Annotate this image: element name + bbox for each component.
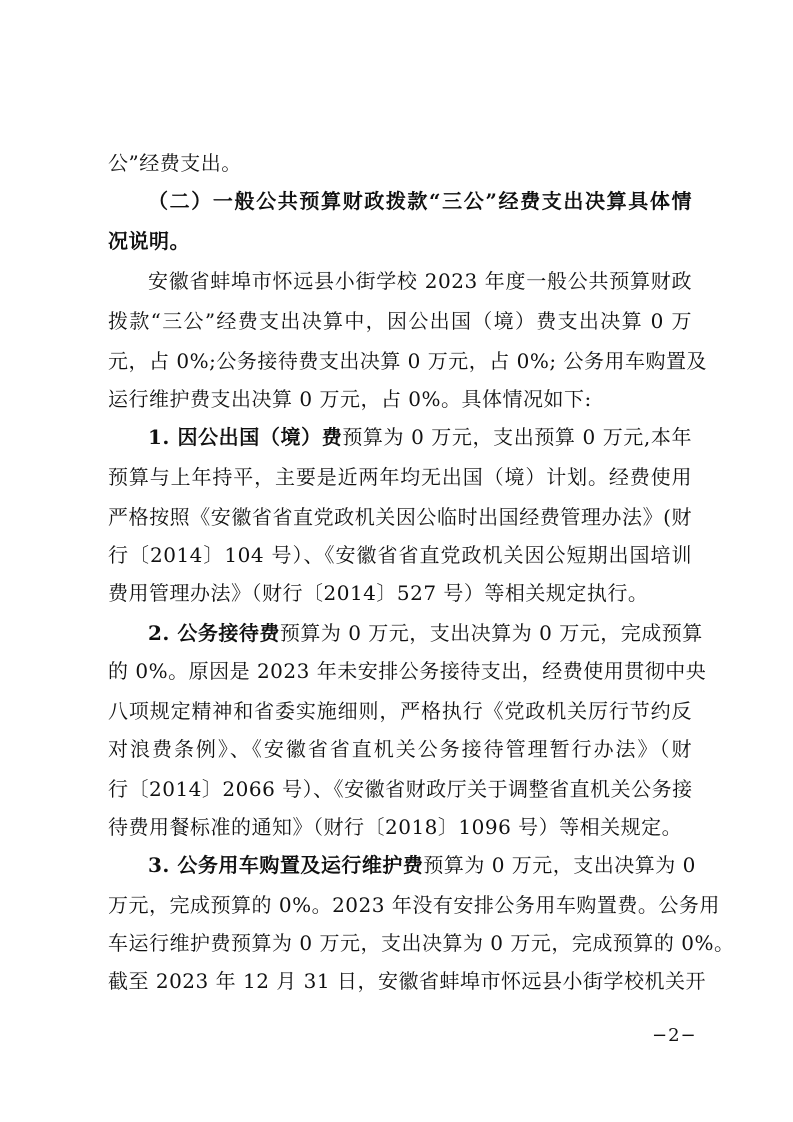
paragraph-line: 行〔2014〕2066 号）、《安徽省财政厅关于调整省直机关公务接 <box>108 777 693 801</box>
paragraph-line: 行〔2014〕104 号）、《安徽省省直党政机关因公短期出国培训 <box>108 543 692 567</box>
paragraph-line: 的 0%。原因是 2023 年未安排公务接待支出，经费使用贯彻中央 <box>108 659 707 683</box>
page-number: −2− <box>652 1025 697 1046</box>
paragraph-line: 严格按照《安徽省省直党政机关因公临时出国经费管理办法》(财 <box>108 505 692 529</box>
paragraph-line: 公”经费支出。 <box>108 151 242 175</box>
paragraph-line: 八项规定精神和省委实施细则，严格执行《党政机关厉行节约反 <box>108 699 692 723</box>
paragraph-line: 费用管理办法》（财行〔2014〕527 号）等相关规定执行。 <box>108 581 649 605</box>
item-3-text: 预算为 0 万元，支出决算为 0 <box>423 853 696 877</box>
section-heading-continuation: 况说明。 <box>108 229 190 253</box>
paragraph-line: 万元，完成预算的 0%。2023 年没有安排公务用车购置费。公务用 <box>108 893 720 917</box>
section-heading: （二）一般公共预算财政拨款“三公”经费支出决算具体情 <box>148 189 692 213</box>
item-3-heading: 3. 公务用车购置及运行维护费 <box>148 853 424 877</box>
paragraph-line: 对浪费条例》、《安徽省省直机关公务接待管理暂行办法》（财 <box>108 737 692 761</box>
item-1-text: 预算为 0 万元，支出预算 0 万元,本年 <box>342 425 692 449</box>
paragraph-line: 安徽省蚌埠市怀远县小街学校 2023 年度一般公共预算财政 <box>148 269 692 293</box>
item-2-text: 预算为 0 万元，支出决算为 0 万元，完成预算 <box>279 621 703 645</box>
item-1-first-line <box>148 422 692 452</box>
item-2-first-line <box>148 618 703 648</box>
paragraph-line: 拨款“三公”经费支出决算中，因公出国（境）费支出决算 0 万 <box>108 309 692 333</box>
item-2-heading: 2. 公务接待费 <box>148 621 280 645</box>
paragraph-line: 预算与上年持平，主要是近两年均无出国（境）计划。经费使用 <box>108 465 692 489</box>
item-1-heading: 1. 因公出国（境）费 <box>148 425 343 449</box>
paragraph-line: 截至 2023 年 12 月 31 日，安徽省蚌埠市怀远县小街学校机关开 <box>108 969 706 993</box>
paragraph-line: 元，占 0%;公务接待费支出决算 0 万元，占 0%; 公务用车购置及 <box>108 349 707 373</box>
paragraph-line: 运行维护费支出决算 0 万元，占 0%。具体情况如下: <box>108 387 592 411</box>
paragraph-line: 车运行维护费预算为 0 万元，支出决算为 0 万元，完成预算的 0%。 <box>108 931 735 955</box>
item-3-first-line <box>148 850 696 880</box>
paragraph-line: 待费用餐标准的通知》（财行〔2018〕1096 号）等相关规定。 <box>108 815 683 839</box>
